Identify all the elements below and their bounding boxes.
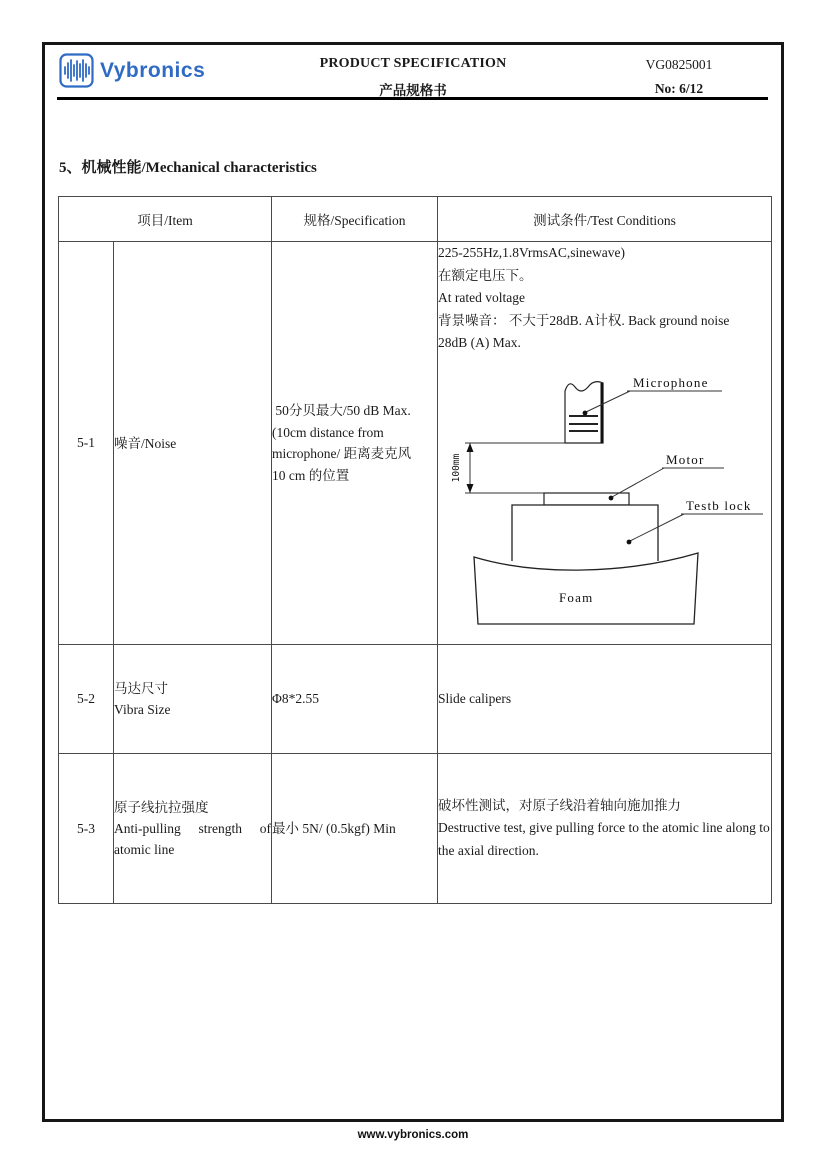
microphone-grill-lines [569,416,598,431]
test-conditions-cell: Slide calipers [438,645,772,754]
item-line: Vibra Size [114,702,171,717]
testblock-leader-dot [627,539,632,544]
brand-name: Vybronics [100,58,206,82]
motor-label: Motor [666,451,705,467]
microphone-leader-line [586,391,630,412]
foam-shape [474,553,698,624]
row-id: 5-1 [59,242,114,645]
col-header-item: 项目/Item [59,197,272,242]
header-divider [57,97,768,100]
row-id: 5-2 [59,645,114,754]
section-title: 5、机械性能/Mechanical characteristics [59,160,317,176]
item-cell: 噪音/Noise [114,242,272,645]
footer-url: www.vybronics.com [357,1129,469,1141]
spec-line: (10cm distance from [272,424,384,440]
testblock-shape [512,505,658,561]
test-conditions-cell [438,754,772,904]
table-row [59,754,772,904]
microphone-leader-dot [583,410,588,415]
spec-cell: Φ8*2.55 [272,645,438,754]
spec-line: 10 cm 的位置 [272,467,350,483]
testblock-label: Testb lock [686,497,752,513]
motor-leader-line [612,468,664,497]
test-line: 225-255Hz,1.8VrmsAC,sinewave) [438,245,626,260]
test-line: 破坏性测试，对原子线沿着轴向施加推力 [438,797,681,813]
brand-logo [58,52,205,89]
document-meta [603,57,755,97]
spec-page-frame [42,42,784,1122]
dim-arrow-up [467,443,474,452]
col-header-spec: 规格/Specification [272,197,438,242]
dim-label: 100mm [451,453,462,482]
test-line: 背景噪音： 不大于28dB. A计权. Back ground noise [438,312,730,328]
test-line: At rated voltage [438,290,525,305]
test-conditions-cell [438,242,772,645]
table-row [59,242,772,645]
item-line: 原子线抗拉强度 [114,800,209,815]
table-row [59,645,772,754]
page-number: No: 6/12 [654,81,704,96]
motor-leader-dot [609,495,614,500]
noise-test-setup-diagram [437,361,767,631]
item-line: 马达尺寸 [114,681,168,696]
spec-cell [272,242,438,645]
dim-arrow-down [467,484,474,493]
doc-code: VG0825001 [645,57,713,72]
test-line: Destructive test, give pulling force to the atomic line along to the axial direction. [438,820,770,858]
spec-cell: 最小 5N/ (0.5kgf) Min [272,754,438,904]
item-line: Anti-pulling strength of atomic line [114,821,271,857]
spec-line: 50分贝最大/50 dB Max. [272,403,411,418]
vybronics-waveform-icon [58,52,95,89]
microphone-label: Microphone [633,374,709,390]
document-title [320,56,507,99]
col-header-test: 测试条件/Test Conditions [438,197,772,242]
test-line: 在额定电压下。 [438,267,533,283]
item-cell [114,645,272,754]
mechanical-characteristics-table [58,196,772,904]
spec-line: microphone/ 距离麦克风 [272,446,412,461]
test-line: 28dB (A) Max. [438,335,521,350]
item-cell [114,754,272,904]
row-id: 5-3 [59,754,114,904]
title-english: PRODUCT SPECIFICATION [319,56,507,71]
foam-label: Foam [559,589,594,605]
title-chinese: 产品规格书 [379,83,447,98]
table-header-row [59,197,772,242]
